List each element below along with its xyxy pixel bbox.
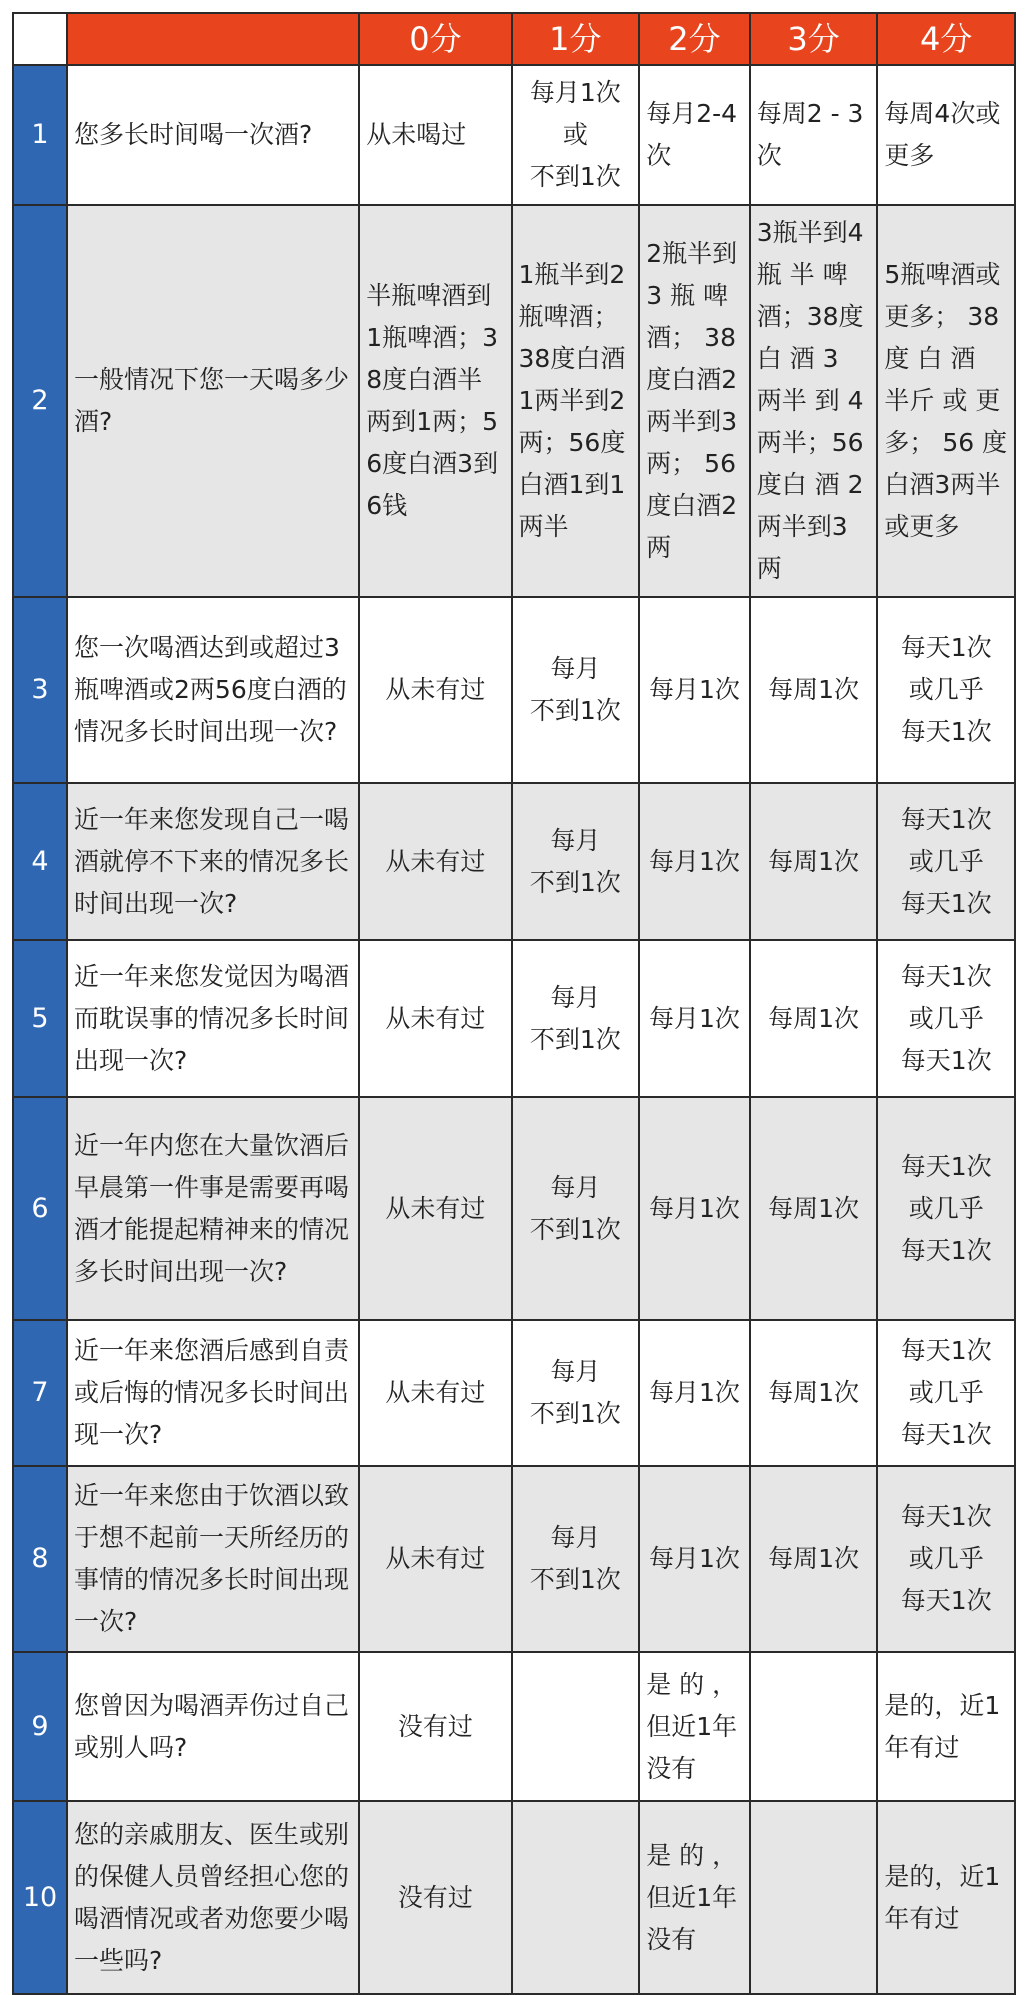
header-row xyxy=(13,13,1015,65)
header-score-1: 1分 xyxy=(512,13,640,65)
option-cell-score-0: 从未有过 xyxy=(359,1097,511,1320)
question-cell: 近一年内您在大量饮酒后早晨第一件事是需要再喝酒才能提起精神来的情况多长时间出现一次? xyxy=(67,1097,359,1320)
option-cell-score-1: 每月 不到1次 xyxy=(512,783,640,940)
option-cell-score-3: 3瓶半到4瓶 半 啤酒；38度白 酒 3 两半 到 4 两半；56度白 酒 2 两半到3两 xyxy=(750,205,878,597)
row-number: 10 xyxy=(13,1801,67,1994)
table-row xyxy=(13,1097,1015,1320)
option-cell-score-2: 每月1次 xyxy=(639,940,750,1097)
option-cell-score-4: 每周4次或更多 xyxy=(877,65,1015,205)
option-cell-score-1: 每月 不到1次 xyxy=(512,940,640,1097)
option-cell-score-4: 每天1次 或几乎 每天1次 xyxy=(877,1466,1015,1652)
option-cell-score-0: 从未有过 xyxy=(359,783,511,940)
question-cell: 近一年来您由于饮酒以致于想不起前一天所经历的事情的情况多长时间出现一次? xyxy=(67,1466,359,1652)
table-row xyxy=(13,597,1015,783)
header-score-4: 4分 xyxy=(877,13,1015,65)
option-cell-score-1: 每月 不到1次 xyxy=(512,1320,640,1466)
table-row xyxy=(13,1652,1015,1801)
table-row xyxy=(13,205,1015,597)
option-cell-score-3 xyxy=(750,1801,878,1994)
row-number: 6 xyxy=(13,1097,67,1320)
table-row xyxy=(13,783,1015,940)
option-cell-score-1: 1瓶半到2瓶啤酒；38度白酒1两半到2两；56度白酒1到1两半 xyxy=(512,205,640,597)
question-cell: 近一年来您发现自己一喝酒就停不下来的情况多长时间出现一次? xyxy=(67,783,359,940)
row-number: 5 xyxy=(13,940,67,1097)
question-cell: 您多长时间喝一次酒? xyxy=(67,65,359,205)
table-row xyxy=(13,940,1015,1097)
option-cell-score-2: 是 的 ，但近1年没有 xyxy=(639,1801,750,1994)
question-cell: 您一次喝酒达到或超过3瓶啤酒或2两56度白酒的情况多长时间出现一次? xyxy=(67,597,359,783)
row-number: 4 xyxy=(13,783,67,940)
option-cell-score-2: 每月2-4次 xyxy=(639,65,750,205)
option-cell-score-2: 2瓶半到3 瓶 啤酒； 38度白酒2两半到3两； 56度白酒2两 xyxy=(639,205,750,597)
header-score-3: 3分 xyxy=(750,13,878,65)
option-cell-score-0: 从未有过 xyxy=(359,1466,511,1652)
option-cell-score-3: 每周1次 xyxy=(750,1320,878,1466)
row-number: 2 xyxy=(13,205,67,597)
option-cell-score-3: 每周1次 xyxy=(750,1097,878,1320)
option-cell-score-3 xyxy=(750,1652,878,1801)
option-cell-score-4: 每天1次 或几乎 每天1次 xyxy=(877,940,1015,1097)
row-number: 9 xyxy=(13,1652,67,1801)
option-cell-score-3: 每周2 - 3次 xyxy=(750,65,878,205)
question-cell: 您曾因为喝酒弄伤过自己或别人吗? xyxy=(67,1652,359,1801)
table-row xyxy=(13,1320,1015,1466)
option-cell-score-4: 是的，近1年有过 xyxy=(877,1652,1015,1801)
table-row xyxy=(13,1466,1015,1652)
option-cell-score-1: 每月 不到1次 xyxy=(512,1097,640,1320)
audit-score-table xyxy=(12,12,1016,1995)
option-cell-score-0: 没有过 xyxy=(359,1801,511,1994)
option-cell-score-2: 每月1次 xyxy=(639,1097,750,1320)
option-cell-score-0: 从未有过 xyxy=(359,940,511,1097)
option-cell-score-1: 每月1次 或 不到1次 xyxy=(512,65,640,205)
option-cell-score-1: 每月 不到1次 xyxy=(512,1466,640,1652)
table-row xyxy=(13,1801,1015,1994)
option-cell-score-4: 5瓶啤酒或更多； 38度 白 酒 半斤 或 更多； 56 度白酒3两半或更多 xyxy=(877,205,1015,597)
option-cell-score-1 xyxy=(512,1652,640,1801)
option-cell-score-0: 从未有过 xyxy=(359,597,511,783)
option-cell-score-3: 每周1次 xyxy=(750,940,878,1097)
option-cell-score-2: 每月1次 xyxy=(639,597,750,783)
header-score-0: 0分 xyxy=(359,13,511,65)
header-corner xyxy=(13,13,67,65)
option-cell-score-2: 每月1次 xyxy=(639,783,750,940)
option-cell-score-0: 半瓶啤酒到1瓶啤酒；38度白酒半两到1两；56度白酒3到6钱 xyxy=(359,205,511,597)
row-number: 8 xyxy=(13,1466,67,1652)
header-score-2: 2分 xyxy=(639,13,750,65)
question-cell: 一般情况下您一天喝多少酒? xyxy=(67,205,359,597)
option-cell-score-4: 是的，近1年有过 xyxy=(877,1801,1015,1994)
row-number: 1 xyxy=(13,65,67,205)
option-cell-score-3: 每周1次 xyxy=(750,597,878,783)
table-row xyxy=(13,65,1015,205)
option-cell-score-2: 每月1次 xyxy=(639,1320,750,1466)
row-number: 3 xyxy=(13,597,67,783)
option-cell-score-4: 每天1次 或几乎 每天1次 xyxy=(877,1097,1015,1320)
option-cell-score-4: 每天1次 或几乎 每天1次 xyxy=(877,783,1015,940)
question-cell: 近一年来您发觉因为喝酒而耽误事的情况多长时间出现一次? xyxy=(67,940,359,1097)
option-cell-score-1: 每月 不到1次 xyxy=(512,597,640,783)
row-number: 7 xyxy=(13,1320,67,1466)
option-cell-score-4: 每天1次 或几乎 每天1次 xyxy=(877,1320,1015,1466)
header-question-blank xyxy=(67,13,359,65)
option-cell-score-0: 从未有过 xyxy=(359,1320,511,1466)
option-cell-score-1 xyxy=(512,1801,640,1994)
question-cell: 近一年来您酒后感到自责或后悔的情况多长时间出现一次? xyxy=(67,1320,359,1466)
option-cell-score-0: 从未喝过 xyxy=(359,65,511,205)
option-cell-score-0: 没有过 xyxy=(359,1652,511,1801)
option-cell-score-2: 每月1次 xyxy=(639,1466,750,1652)
option-cell-score-3: 每周1次 xyxy=(750,783,878,940)
question-cell: 您的亲戚朋友、医生或别的保健人员曾经担心您的喝酒情况或者劝您要少喝一些吗? xyxy=(67,1801,359,1994)
option-cell-score-2: 是 的 ，但近1年没有 xyxy=(639,1652,750,1801)
option-cell-score-3: 每周1次 xyxy=(750,1466,878,1652)
option-cell-score-4: 每天1次 或几乎 每天1次 xyxy=(877,597,1015,783)
